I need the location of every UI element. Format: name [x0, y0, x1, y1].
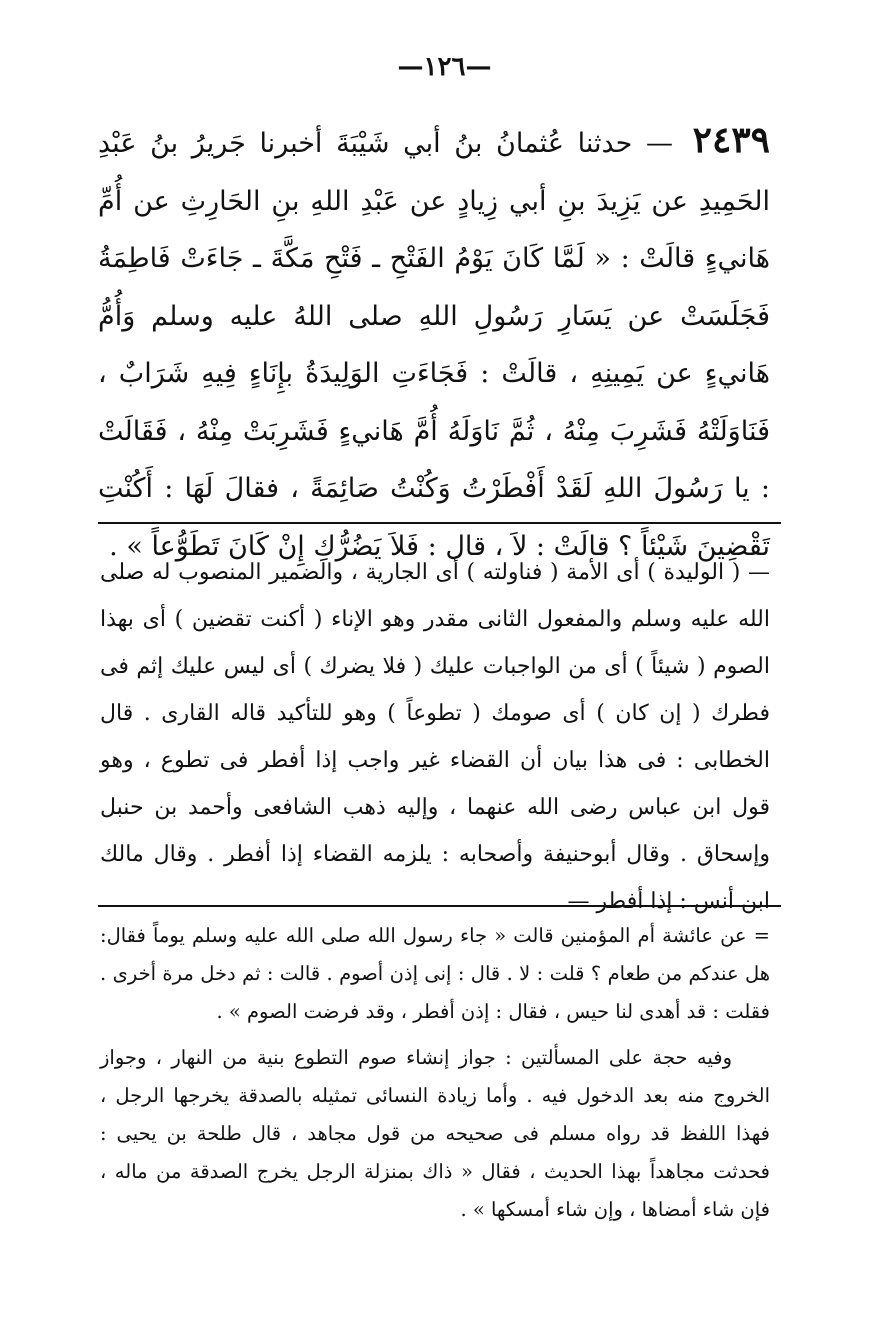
commentary-text: — ( الوليدة ) أى الأمة ( فناولته ) أى الجارية ، والضمير المنصوب له صلى الله عليه وسلم والمفعول الثانى مقدر وهو الإناء ( أكنت تقضين ) أى بهذا الصوم ( شيئاً ) أى من الواجبات عليك ( فلا يضرك ) أى ليس عليك إثم فى فطرك ( إن كان ) أى صومك ( تطوعاً ) وهو للتأكيد قاله القارى . قال الخطابى : فى هذا بيان أن القضاء غير واجب إذا أفطر فى تطوع ، وهو قول ابن عباس رضى الله عنهما ، وإليه ذهب الشافعى وأحمد بن حنبل وإسحاق . وقال أبوحنيفة وأصحابه : يلزمه القضاء إذا أفطر . وقال مالك ابن أنس : إذا أفطر —	[100, 560, 770, 914]
page-number: —١٢٦—	[397, 52, 492, 82]
footnote-paragraph: وفيه حجة على المسألتين : جواز إنشاء صوم التطوع بنية من النهار ، وجواز الخروج منه بعد الدخول فيه . وأما زيادة النسائى تمثيله بالصدقة يخرجها الرجل ، فهذا اللفظ قد رواه مسلم فى صحيحه من قول مجاهد ، قال طلحة بن يحيى : فحدثت مجاهداً بهذا الحديث ، فقال « ذاك بمنزلة الرجل يخرج الصدقة من ماله ، فإن شاء أمضاها ، وإن شاء أمسكها » .	[100, 1046, 770, 1221]
footnote-paragraph: = عن عائشة أم المؤمنين قالت « جاء رسول الله صلى الله عليه وسلم يوماً فقال: هل عندكم من طعام ؟ قلت : لا . قال : إنى إذن أصوم . قالت : ثم دخل مرة أخرى . فقلت : قد أهدى لنا حيس ، فقال : إذن أفطر ، وقد فرضت الصوم » .	[100, 924, 770, 1023]
footnote-divider	[98, 905, 781, 907]
hadith-number: ٢٤٣٩	[692, 119, 770, 161]
hadith-body: — حدثنا عُثمانُ بنُ أبي شَيْبَةَ أخبرنا جَريرُ بنُ عَبْدِ الحَمِيدِ عن يَزِيدَ بنِ أبي زِيادٍ عن عَبْدِ اللهِ بنِ الحَارِثِ عن أُمِّ هَانيءٍ قالَتْ : « لَمَّا كَانَ يَوْمُ الفَتْحِ ـ فَتْحِ مَكَّةَ ـ جَاءَتْ فَاطِمَةُ فَجَلَسَتْ عن يَسَارِ رَسُولِ اللهِ صلى اللهُ عليه وسلم وَأُمُّ هَانيءٍ عن يَمِينِهِ ، قالَتْ : فَجَاءَتِ الوَلِيدَةُ بإِنَاءٍ فِيهِ شَرَابٌ ، فَنَاوَلَتْهُ فَشَرِبَ مِنْهُ ، ثُمَّ نَاوَلَهُ أُمَّ هَانيءٍ فَشَرِبَتْ مِنْهُ ، فَقَالَتْ : يا رَسُولَ اللهِ لَقَدْ أَفْطَرْتُ وَكُنْتُ صَائِمَةً ، فقالَ لَهَا : أَكُنْتِ تَقْضِينَ شَيْئاً ؟ قالَتْ : لاَ ، قال : فَلاَ يَضُرُّكِ إِنْ كَانَ تَطَوُّعاً » .	[98, 128, 770, 562]
section-divider	[98, 522, 781, 524]
hadith-text-block	[98, 112, 770, 575]
footnote-block	[100, 917, 770, 1229]
